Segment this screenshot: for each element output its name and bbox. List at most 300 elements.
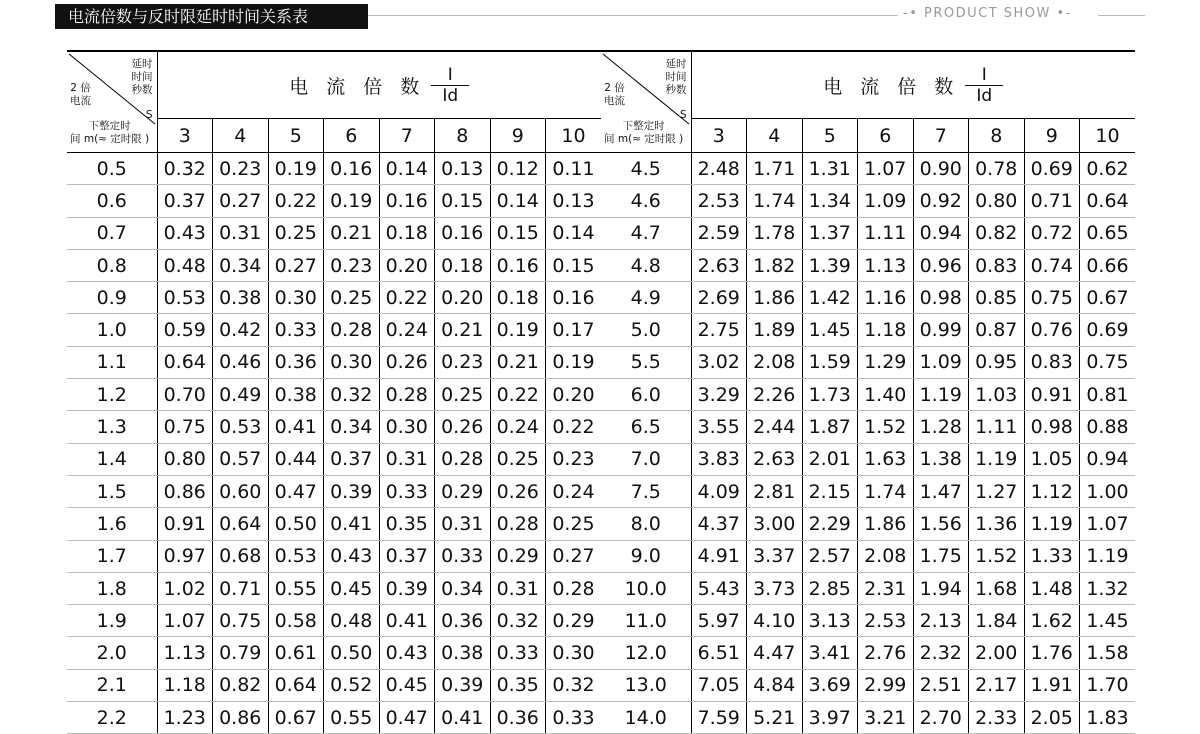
delay-value-cell: 2.69 <box>691 282 747 314</box>
corner-text: 下整定时 <box>88 120 131 132</box>
column-header: 9 <box>490 119 546 153</box>
delay-value-cell: 0.38 <box>268 379 324 411</box>
delay-value-cell: 0.31 <box>490 572 546 604</box>
delay-value-cell: 0.14 <box>546 217 602 249</box>
delay-value-cell: 0.31 <box>213 217 269 249</box>
delay-value-cell: 0.48 <box>157 249 213 281</box>
delay-value-cell: 2.15 <box>802 475 858 507</box>
delay-value-cell: 0.86 <box>157 475 213 507</box>
delay-value-cell: 1.86 <box>747 282 803 314</box>
column-header: 7 <box>379 119 435 153</box>
delay-value-cell: 1.62 <box>1024 605 1080 637</box>
delay-value-cell: 0.80 <box>157 443 213 475</box>
delay-value-cell: 1.12 <box>1024 475 1080 507</box>
delay-value-cell: 0.25 <box>546 508 602 540</box>
delay-value-cell: 1.16 <box>858 282 914 314</box>
delay-value-cell: 2.05 <box>1024 702 1080 734</box>
table-row <box>67 669 601 701</box>
corner-text: 秒数 <box>665 84 687 96</box>
delay-value-cell: 2.08 <box>747 346 803 378</box>
delay-value-cell: 0.62 <box>1080 153 1136 185</box>
delay-value-cell: 1.73 <box>802 379 858 411</box>
delay-value-cell: 0.37 <box>157 185 213 217</box>
delay-value-cell: 0.21 <box>435 314 491 346</box>
delay-value-cell: 1.68 <box>969 572 1025 604</box>
delay-value-cell: 0.26 <box>435 411 491 443</box>
delay-value-cell: 0.65 <box>1080 217 1136 249</box>
delay-value-cell: 1.86 <box>858 508 914 540</box>
column-header: 4 <box>213 119 269 153</box>
delay-value-cell: 1.23 <box>157 702 213 734</box>
table-row <box>67 572 601 604</box>
delay-value-cell: 0.33 <box>435 540 491 572</box>
delay-value-cell: 0.36 <box>435 605 491 637</box>
delay-value-cell: 3.69 <box>802 669 858 701</box>
setting-multiple-cell: 1.3 <box>67 411 157 443</box>
delay-value-cell: 0.32 <box>490 605 546 637</box>
setting-multiple-cell: 1.0 <box>67 314 157 346</box>
delay-value-cell: 2.31 <box>858 572 914 604</box>
delay-value-cell: 0.94 <box>1080 443 1136 475</box>
corner-text: 时间 <box>665 71 687 83</box>
delay-value-cell: 0.16 <box>324 153 380 185</box>
corner-text: 时间 <box>131 71 153 83</box>
delay-value-cell: 0.23 <box>546 443 602 475</box>
delay-value-cell: 1.07 <box>858 153 914 185</box>
delay-value-cell: 0.45 <box>379 669 435 701</box>
delay-value-cell: 2.48 <box>691 153 747 185</box>
delay-value-cell: 0.28 <box>490 508 546 540</box>
delay-value-cell: 0.49 <box>213 379 269 411</box>
column-header: 4 <box>747 119 803 153</box>
corner-text: 延时 <box>665 58 687 70</box>
delay-value-cell: 1.52 <box>969 540 1025 572</box>
table-row <box>67 702 601 734</box>
delay-value-cell: 0.35 <box>490 669 546 701</box>
delay-value-cell: 1.63 <box>858 443 914 475</box>
delay-value-cell: 0.30 <box>268 282 324 314</box>
delay-value-cell: 1.33 <box>1024 540 1080 572</box>
delay-value-cell: 0.24 <box>490 411 546 443</box>
delay-value-cell: 0.22 <box>490 379 546 411</box>
delay-value-cell: 7.05 <box>691 669 747 701</box>
delay-value-cell: 0.64 <box>213 508 269 540</box>
delay-value-cell: 2.75 <box>691 314 747 346</box>
delay-value-cell: 0.21 <box>324 217 380 249</box>
table-row <box>601 249 1135 281</box>
delay-value-cell: 0.15 <box>546 249 602 281</box>
delay-value-cell: 0.78 <box>969 153 1025 185</box>
delay-value-cell: 1.58 <box>1080 637 1136 669</box>
delay-value-cell: 0.26 <box>379 346 435 378</box>
delay-value-cell: 1.82 <box>747 249 803 281</box>
delay-value-cell: 0.29 <box>546 605 602 637</box>
table-left <box>67 50 601 734</box>
delay-value-cell: 0.20 <box>379 249 435 281</box>
delay-value-cell: 2.33 <box>969 702 1025 734</box>
setting-multiple-cell: 10.0 <box>601 572 691 604</box>
setting-multiple-cell: 4.8 <box>601 249 691 281</box>
page-title: 电流倍数与反时限延时时间关系表 <box>55 4 368 29</box>
table-row <box>67 282 601 314</box>
table-row <box>67 475 601 507</box>
delay-value-cell: 0.24 <box>546 475 602 507</box>
delay-value-cell: 3.37 <box>747 540 803 572</box>
table-row <box>67 637 601 669</box>
delay-value-cell: 0.92 <box>913 185 969 217</box>
table-right <box>601 50 1135 734</box>
setting-multiple-cell: 4.7 <box>601 217 691 249</box>
delay-value-cell: 1.56 <box>913 508 969 540</box>
delay-value-cell: 3.55 <box>691 411 747 443</box>
delay-value-cell: 1.03 <box>969 379 1025 411</box>
table-row <box>67 153 601 185</box>
delay-value-cell: 1.45 <box>1080 605 1136 637</box>
setting-multiple-cell: 1.8 <box>67 572 157 604</box>
delay-value-cell: 3.29 <box>691 379 747 411</box>
delay-value-cell: 0.75 <box>213 605 269 637</box>
delay-value-cell: 0.13 <box>546 185 602 217</box>
setting-multiple-cell: 8.0 <box>601 508 691 540</box>
delay-value-cell: 1.18 <box>157 669 213 701</box>
relation-tables <box>67 50 1135 729</box>
column-header: 6 <box>324 119 380 153</box>
table-row <box>601 572 1135 604</box>
delay-value-cell: 1.27 <box>969 475 1025 507</box>
table-row <box>67 540 601 572</box>
delay-value-cell: 0.22 <box>546 411 602 443</box>
delay-value-cell: 0.53 <box>157 282 213 314</box>
delay-value-cell: 0.30 <box>379 411 435 443</box>
delay-value-cell: 3.97 <box>802 702 858 734</box>
delay-value-cell: 0.25 <box>490 443 546 475</box>
delay-value-cell: 0.47 <box>379 702 435 734</box>
delay-value-cell: 0.41 <box>379 605 435 637</box>
delay-value-cell: 0.38 <box>435 637 491 669</box>
delay-value-cell: 0.36 <box>490 702 546 734</box>
corner-text: 间 m(≈ 定时限 ) <box>604 133 684 145</box>
delay-value-cell: 5.43 <box>691 572 747 604</box>
delay-value-cell: 2.17 <box>969 669 1025 701</box>
delay-value-cell: 0.11 <box>546 153 602 185</box>
delay-value-cell: 0.21 <box>490 346 546 378</box>
delay-value-cell: 0.41 <box>268 411 324 443</box>
delay-value-cell: 1.09 <box>913 346 969 378</box>
delay-value-cell: 0.43 <box>157 217 213 249</box>
delay-value-cell: 0.70 <box>157 379 213 411</box>
delay-value-cell: 0.31 <box>435 508 491 540</box>
setting-multiple-cell: 2.1 <box>67 669 157 701</box>
delay-value-cell: 0.75 <box>157 411 213 443</box>
delay-value-cell: 0.33 <box>546 702 602 734</box>
delay-value-cell: 0.74 <box>1024 249 1080 281</box>
delay-value-cell: 0.32 <box>324 379 380 411</box>
delay-value-cell: 1.71 <box>747 153 803 185</box>
delay-value-cell: 1.36 <box>969 508 1025 540</box>
delay-value-cell: 1.48 <box>1024 572 1080 604</box>
corner-text: 2 倍 <box>70 82 91 94</box>
setting-multiple-cell: 13.0 <box>601 669 691 701</box>
delay-value-cell: 0.17 <box>546 314 602 346</box>
delay-value-cell: 0.58 <box>268 605 324 637</box>
delay-value-cell: 0.38 <box>213 282 269 314</box>
delay-value-cell: 0.64 <box>268 669 324 701</box>
delay-value-cell: 3.13 <box>802 605 858 637</box>
table-row <box>601 185 1135 217</box>
delay-value-cell: 0.41 <box>435 702 491 734</box>
setting-multiple-cell: 1.1 <box>67 346 157 378</box>
delay-value-cell: 1.11 <box>858 217 914 249</box>
corner-header <box>601 51 691 153</box>
delay-value-cell: 0.72 <box>1024 217 1080 249</box>
delay-value-cell: 0.18 <box>490 282 546 314</box>
column-header: 6 <box>858 119 914 153</box>
corner-unit: S <box>679 109 687 121</box>
fraction-denominator: Id <box>976 85 993 106</box>
delay-value-cell: 0.85 <box>969 282 1025 314</box>
corner-text: 电流 <box>604 95 625 107</box>
delay-value-cell: 1.42 <box>802 282 858 314</box>
column-header: 5 <box>268 119 324 153</box>
setting-multiple-cell: 4.5 <box>601 153 691 185</box>
delay-value-cell: 2.63 <box>747 443 803 475</box>
delay-value-cell: 0.28 <box>324 314 380 346</box>
delay-value-cell: 0.27 <box>546 540 602 572</box>
delay-value-cell: 0.46 <box>213 346 269 378</box>
delay-value-cell: 0.71 <box>213 572 269 604</box>
delay-value-cell: 0.28 <box>435 443 491 475</box>
delay-value-cell: 3.02 <box>691 346 747 378</box>
delay-value-cell: 1.05 <box>1024 443 1080 475</box>
delay-value-cell: 0.95 <box>969 346 1025 378</box>
setting-multiple-cell: 4.9 <box>601 282 691 314</box>
delay-value-cell: 0.91 <box>157 508 213 540</box>
delay-value-cell: 0.88 <box>1080 411 1136 443</box>
column-header: 5 <box>802 119 858 153</box>
delay-value-cell: 0.90 <box>913 153 969 185</box>
delay-value-cell: 0.61 <box>268 637 324 669</box>
column-header: 9 <box>1024 119 1080 153</box>
delay-value-cell: 0.13 <box>435 153 491 185</box>
delay-value-cell: 1.07 <box>1080 508 1136 540</box>
setting-multiple-cell: 6.5 <box>601 411 691 443</box>
delay-value-cell: 5.21 <box>747 702 803 734</box>
delay-value-cell: 1.19 <box>1024 508 1080 540</box>
fraction-numerator: I <box>447 64 453 85</box>
current-multiple-label: 电 流 倍 数 <box>823 75 960 98</box>
delay-value-cell: 1.13 <box>858 249 914 281</box>
title-divider <box>368 15 898 16</box>
table-row <box>67 411 601 443</box>
delay-value-cell: 1.34 <box>802 185 858 217</box>
table-row <box>601 669 1135 701</box>
setting-multiple-cell: 7.5 <box>601 475 691 507</box>
delay-value-cell: 0.15 <box>435 185 491 217</box>
column-header: 3 <box>691 119 747 153</box>
delay-value-cell: 1.19 <box>913 379 969 411</box>
delay-value-cell: 0.53 <box>268 540 324 572</box>
delay-value-cell: 0.19 <box>268 153 324 185</box>
delay-value-cell: 0.44 <box>268 443 324 475</box>
table-row <box>601 508 1135 540</box>
delay-value-cell: 0.96 <box>913 249 969 281</box>
delay-value-cell: 0.98 <box>1024 411 1080 443</box>
delay-value-cell: 0.82 <box>213 669 269 701</box>
corner-current-label <box>70 82 91 108</box>
delay-value-cell: 6.51 <box>691 637 747 669</box>
delay-value-cell: 0.29 <box>435 475 491 507</box>
setting-multiple-cell: 9.0 <box>601 540 691 572</box>
delay-value-cell: 1.29 <box>858 346 914 378</box>
corner-header <box>67 51 157 153</box>
delay-value-cell: 0.23 <box>213 153 269 185</box>
delay-value-cell: 0.53 <box>213 411 269 443</box>
delay-value-cell: 0.12 <box>490 153 546 185</box>
delay-value-cell: 0.76 <box>1024 314 1080 346</box>
delay-value-cell: 0.20 <box>546 379 602 411</box>
corner-text: 电流 <box>70 95 91 107</box>
delay-value-cell: 0.19 <box>546 346 602 378</box>
corner-time-label <box>132 58 153 97</box>
delay-value-cell: 0.16 <box>490 249 546 281</box>
delay-value-cell: 0.71 <box>1024 185 1080 217</box>
delay-value-cell: 1.13 <box>157 637 213 669</box>
corner-text: 间 m(≈ 定时限 ) <box>70 133 150 145</box>
corner-time-label <box>666 58 687 97</box>
delay-value-cell: 0.34 <box>324 411 380 443</box>
delay-value-cell: 1.47 <box>913 475 969 507</box>
delay-value-cell: 0.24 <box>379 314 435 346</box>
setting-multiple-cell: 0.5 <box>67 153 157 185</box>
corner-setting-label <box>70 120 149 146</box>
delay-value-cell: 5.97 <box>691 605 747 637</box>
delay-value-cell: 3.73 <box>747 572 803 604</box>
delay-value-cell: 2.51 <box>913 669 969 701</box>
setting-multiple-cell: 1.6 <box>67 508 157 540</box>
setting-multiple-cell: 1.9 <box>67 605 157 637</box>
setting-multiple-cell: 7.0 <box>601 443 691 475</box>
delay-value-cell: 0.80 <box>969 185 1025 217</box>
delay-value-cell: 0.25 <box>324 282 380 314</box>
delay-value-cell: 0.41 <box>324 508 380 540</box>
delay-value-cell: 1.70 <box>1080 669 1136 701</box>
delay-value-cell: 1.19 <box>969 443 1025 475</box>
delay-value-cell: 1.02 <box>157 572 213 604</box>
table-row <box>601 443 1135 475</box>
delay-value-cell: 0.22 <box>379 282 435 314</box>
delay-value-cell: 1.40 <box>858 379 914 411</box>
delay-value-cell: 0.36 <box>268 346 324 378</box>
setting-multiple-cell: 1.4 <box>67 443 157 475</box>
table-row <box>67 314 601 346</box>
delay-value-cell: 1.37 <box>802 217 858 249</box>
setting-multiple-cell: 4.6 <box>601 185 691 217</box>
table-row <box>601 475 1135 507</box>
delay-value-cell: 0.64 <box>157 346 213 378</box>
delay-value-cell: 2.99 <box>858 669 914 701</box>
table-row <box>67 249 601 281</box>
delay-value-cell: 2.01 <box>802 443 858 475</box>
delay-value-cell: 2.63 <box>691 249 747 281</box>
delay-value-cell: 1.45 <box>802 314 858 346</box>
delay-value-cell: 2.81 <box>747 475 803 507</box>
delay-value-cell: 1.11 <box>969 411 1025 443</box>
delay-value-cell: 2.29 <box>802 508 858 540</box>
delay-value-cell: 1.52 <box>858 411 914 443</box>
delay-value-cell: 0.18 <box>435 249 491 281</box>
delay-value-cell: 1.76 <box>1024 637 1080 669</box>
setting-multiple-cell: 5.5 <box>601 346 691 378</box>
brand-label: -• PRODUCT SHOW •- <box>903 6 1072 21</box>
delay-value-cell: 0.94 <box>913 217 969 249</box>
table-row <box>67 185 601 217</box>
delay-value-cell: 0.23 <box>435 346 491 378</box>
delay-value-cell: 2.26 <box>747 379 803 411</box>
delay-value-cell: 0.67 <box>268 702 324 734</box>
delay-value-cell: 0.23 <box>324 249 380 281</box>
delay-value-cell: 1.07 <box>157 605 213 637</box>
table-row <box>601 153 1135 185</box>
delay-value-cell: 0.47 <box>268 475 324 507</box>
delay-value-cell: 1.87 <box>802 411 858 443</box>
delay-value-cell: 0.32 <box>157 153 213 185</box>
delay-value-cell: 0.57 <box>213 443 269 475</box>
delay-value-cell: 0.16 <box>435 217 491 249</box>
delay-value-cell: 1.31 <box>802 153 858 185</box>
delay-value-cell: 1.94 <box>913 572 969 604</box>
delay-value-cell: 0.30 <box>324 346 380 378</box>
delay-value-cell: 3.83 <box>691 443 747 475</box>
brand-divider <box>1098 15 1145 16</box>
table-row <box>601 637 1135 669</box>
corner-text: 下整定时 <box>622 120 665 132</box>
delay-value-cell: 2.85 <box>802 572 858 604</box>
delay-value-cell: 0.42 <box>213 314 269 346</box>
delay-value-cell: 0.48 <box>324 605 380 637</box>
delay-value-cell: 0.19 <box>490 314 546 346</box>
delay-value-cell: 0.82 <box>969 217 1025 249</box>
table-row <box>601 379 1135 411</box>
delay-value-cell: 0.60 <box>213 475 269 507</box>
delay-value-cell: 0.28 <box>379 379 435 411</box>
delay-value-cell: 4.47 <box>747 637 803 669</box>
delay-value-cell: 1.38 <box>913 443 969 475</box>
setting-multiple-cell: 1.2 <box>67 379 157 411</box>
delay-value-cell: 2.08 <box>858 540 914 572</box>
delay-value-cell: 0.43 <box>324 540 380 572</box>
delay-value-cell: 0.55 <box>324 702 380 734</box>
delay-value-cell: 2.53 <box>858 605 914 637</box>
delay-value-cell: 0.28 <box>546 572 602 604</box>
table-row <box>67 508 601 540</box>
delay-value-cell: 0.26 <box>490 475 546 507</box>
delay-value-cell: 0.30 <box>546 637 602 669</box>
table-row <box>67 443 601 475</box>
delay-value-cell: 1.74 <box>858 475 914 507</box>
delay-value-cell: 0.45 <box>324 572 380 604</box>
delay-value-cell: 1.78 <box>747 217 803 249</box>
delay-value-cell: 1.19 <box>1080 540 1136 572</box>
delay-value-cell: 0.27 <box>268 249 324 281</box>
delay-value-cell: 0.35 <box>379 508 435 540</box>
delay-value-cell: 0.64 <box>1080 185 1136 217</box>
setting-multiple-cell: 5.0 <box>601 314 691 346</box>
delay-value-cell: 0.68 <box>213 540 269 572</box>
delay-value-cell: 0.39 <box>379 572 435 604</box>
table-row <box>601 346 1135 378</box>
ratio-fraction <box>431 65 469 106</box>
delay-value-cell: 0.15 <box>490 217 546 249</box>
